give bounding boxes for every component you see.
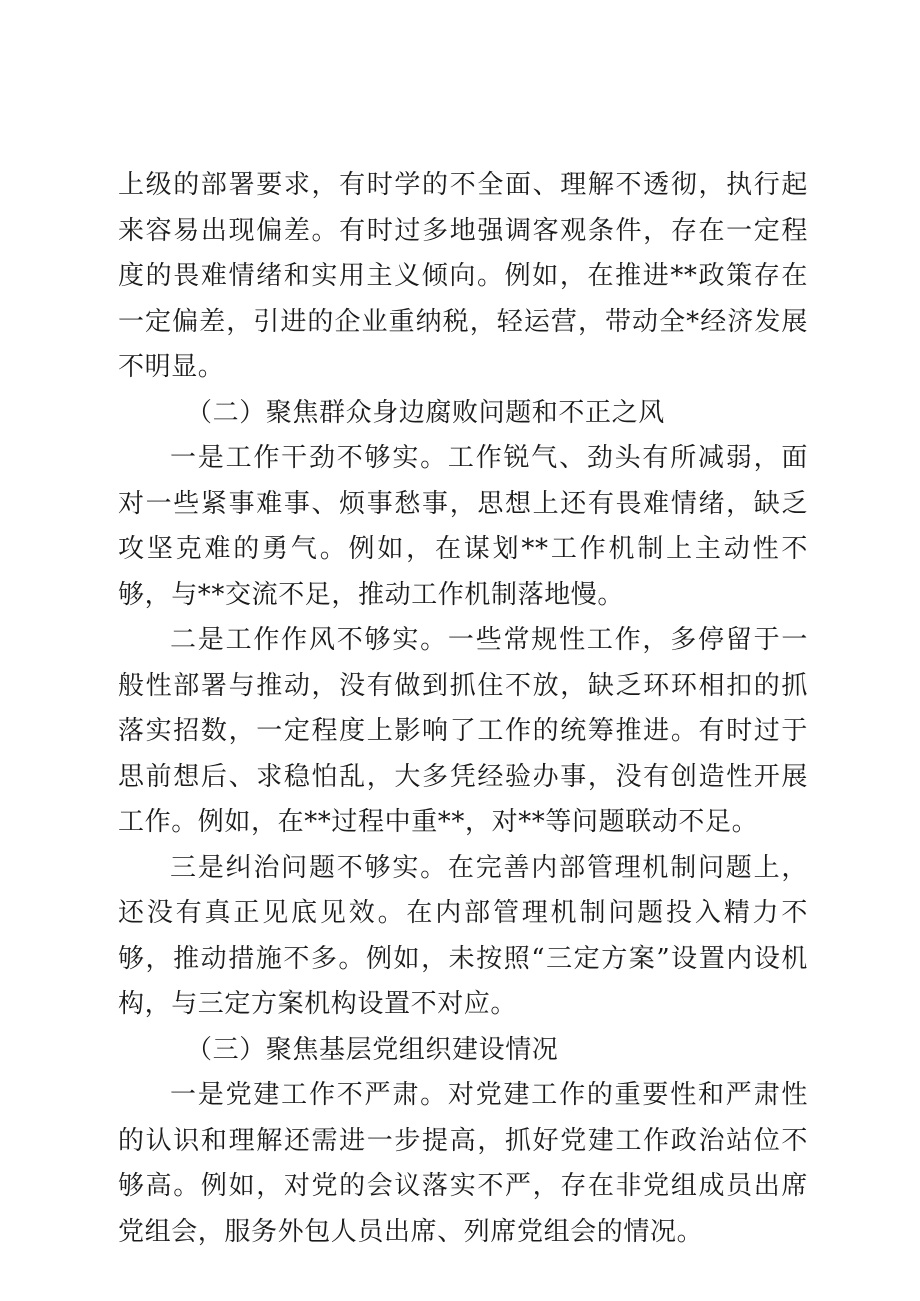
paragraph-work-style: 二是工作作风不够实。一些常规性工作，多停留于一般性部署与推动，没有做到抓住不放，缺乏环环相扣的抓落实招数，一定程度上影响了工作的统筹推进。有时过于思前想后、求稳怕乱，大多凭经验办事，没有创造性开展工作。例如，在**过程中重**，对**等问题联动不足。 [118,625,808,837]
section-heading-3: （三）聚焦基层党组织建设情况 [186,1034,559,1065]
paragraph-continuation: 上级的部署要求，有时学的不全面、理解不透彻，执行起来容易出现偏差。有时过多地强调客观条件，存在一定程度的畏难情绪和实用主义倾向。例如，在推进**政策存在一定偏差，引进的企业重纳税，轻运营，带动全*经济发展不明显。 [118,170,808,382]
paragraph-work-drive: 一是工作干劲不够实。工作锐气、劲头有所减弱，面对一些紧事难事、烦事愁事，思想上还有畏难情绪，缺乏攻坚克难的勇气。例如，在谋划**工作机制上主动性不够，与**交流不足，推动工作机制落地慢。 [118,443,808,610]
paragraph-problem-rectification: 三是纠治问题不够实。在完善内部管理机制问题上，还没有真正见底见效。在内部管理机制问题投入精力不够，推动措施不多。例如，未按照“三定方案”设置内设机构，与三定方案机构设置不对应。 [118,852,808,1019]
paragraph-party-building: 一是党建工作不严肃。对党建工作的重要性和严肃性的认识和理解还需进一步提高，抓好党建工作政治站位不够高。例如，对党的会议落实不严，存在非党组成员出席党组会，服务外包人员出席、列席党组会的情况。 [118,1080,808,1247]
section-heading-2: （二）聚焦群众身边腐败问题和不正之风 [186,397,665,428]
document-body [118,163,808,1255]
